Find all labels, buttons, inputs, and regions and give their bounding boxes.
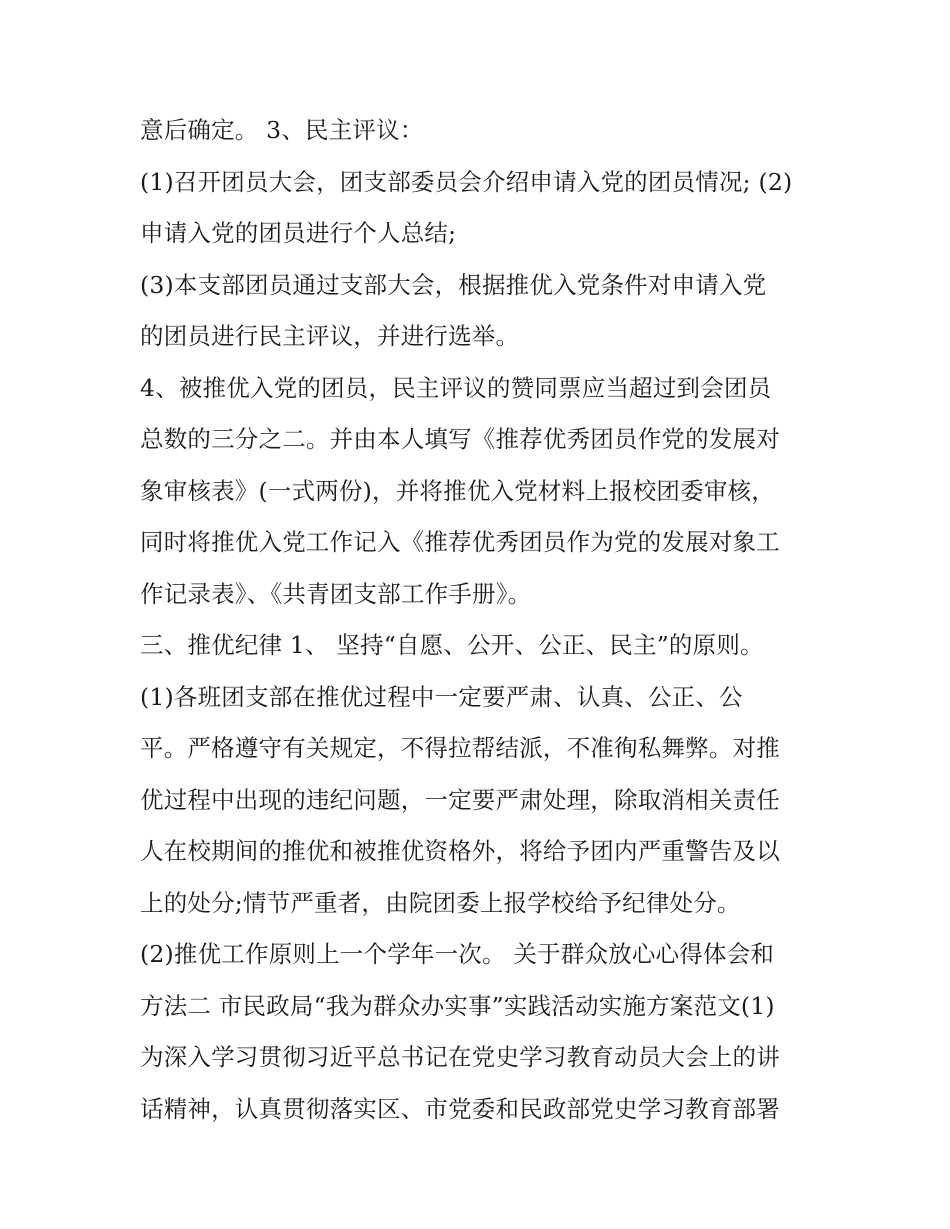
text-line: (1)各班团支部在推优过程中一定要严肃、认真、公正、公 bbox=[140, 682, 743, 711]
text-line: 上的处分;情节严重者，由院团委上报学校给予纪律处分。 bbox=[140, 888, 741, 917]
text-line: 同时将推优入党工作记入《推荐优秀团员作为党的发展对象工 bbox=[140, 528, 780, 556]
text-line: 的团员进行民主评议，并进行选举。 bbox=[140, 322, 520, 350]
text-line: 象审核表》(一式两份)，并将推优入党材料上报校团委审核， bbox=[140, 476, 775, 505]
text-line: 人在校期间的推优和被推优资格外，将给予团内严重警告及以 bbox=[140, 837, 780, 865]
text-line: 为深入学习贯彻习近平总书记在党史学习教育动员大会上的讲 bbox=[140, 1043, 780, 1071]
text-line: 话精神，认真贯彻落实区、市党委和民政部党史学习教育部署 bbox=[140, 1094, 780, 1123]
text-line: (3)本支部团员通过支部大会，根据推优入党条件对申请入党 bbox=[140, 270, 767, 299]
text-line: 4、被推优入党的团员，民主评议的赞同票应当超过到会团员 bbox=[140, 373, 772, 402]
text-line: 作记录表》、《共青团支部工作手册》。 bbox=[140, 579, 532, 608]
text-line: (2)推优工作原则上一个学年一次。 关于群众放心心得体会和 bbox=[140, 940, 775, 968]
text-line: 优过程中出现的违纪问题，一定要严肃处理，除取消相关责任 bbox=[140, 785, 780, 814]
document-body bbox=[140, 108, 820, 1138]
text-line: 申请入党的团员进行个人总结; bbox=[140, 219, 457, 247]
text-line: 平。严格遵守有关规定，不得拉帮结派，不准徇私舞弊。对推 bbox=[140, 734, 780, 762]
text-line: 方法二 市民政局“我为群众办实事”实践活动实施方案范文(1) bbox=[140, 991, 775, 1020]
text-line: (1)召开团员大会，团支部委员会介绍申请入党的团员情况; (2) bbox=[140, 167, 793, 196]
text-line: 总数的三分之二。并由本人填写《推荐优秀团员作党的发展对 bbox=[140, 425, 780, 453]
text-line: 三、推优纪律 1、 坚持“自愿、公开、公正、民主”的原则。 bbox=[140, 631, 764, 659]
text-line: 意后确定。 3、民主评议： bbox=[140, 116, 424, 144]
